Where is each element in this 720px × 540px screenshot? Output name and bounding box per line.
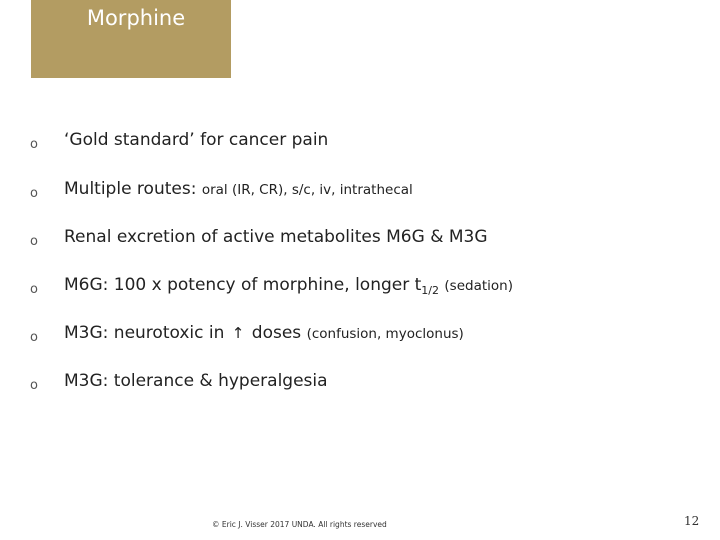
half-life-subscript: 1/2 <box>421 284 439 297</box>
bullet-text <box>64 369 328 393</box>
bullet-main-text: M6G: 100 x potency of morphine, longer t <box>64 275 422 295</box>
bullet-main-text: ‘Gold standard’ for cancer pain <box>64 130 329 150</box>
bullet-marker: o <box>30 234 38 249</box>
bullet-small-text: oral (IR, CR), s/c, iv, intrathecal <box>201 182 413 198</box>
bullet-small-text: (confusion, myoclonus) <box>306 326 464 342</box>
bullet-main-text: M3G: neurotoxic in <box>64 323 225 343</box>
bullet-main-text: Renal excretion of active metabolites M6G & M3G <box>64 227 488 247</box>
bullet-text <box>64 273 513 299</box>
bullet-main-text-continued: doses <box>251 323 302 343</box>
copyright-footer: © Eric J. Visser 2017 UNDA. All rights reserved <box>212 520 387 529</box>
bullet-text <box>64 177 413 202</box>
slide-title: Morphine <box>86 6 186 30</box>
up-arrow-icon: ↑ <box>231 324 245 342</box>
bullet-small-text: (sedation) <box>444 278 513 294</box>
bullet-marker: o <box>30 137 38 152</box>
page-number: 12 <box>684 514 700 528</box>
bullet-marker: o <box>30 186 38 201</box>
bullet-main-text: Multiple routes: <box>64 179 202 199</box>
title-banner <box>31 0 231 78</box>
bullet-text <box>64 321 464 346</box>
bullet-marker: o <box>30 282 38 297</box>
bullet-marker: o <box>30 330 38 345</box>
bullet-main-text: M3G: tolerance & hyperalgesia <box>64 371 328 391</box>
bullet-marker: o <box>30 378 38 393</box>
bullet-text <box>64 225 488 249</box>
bullet-text <box>64 128 328 152</box>
